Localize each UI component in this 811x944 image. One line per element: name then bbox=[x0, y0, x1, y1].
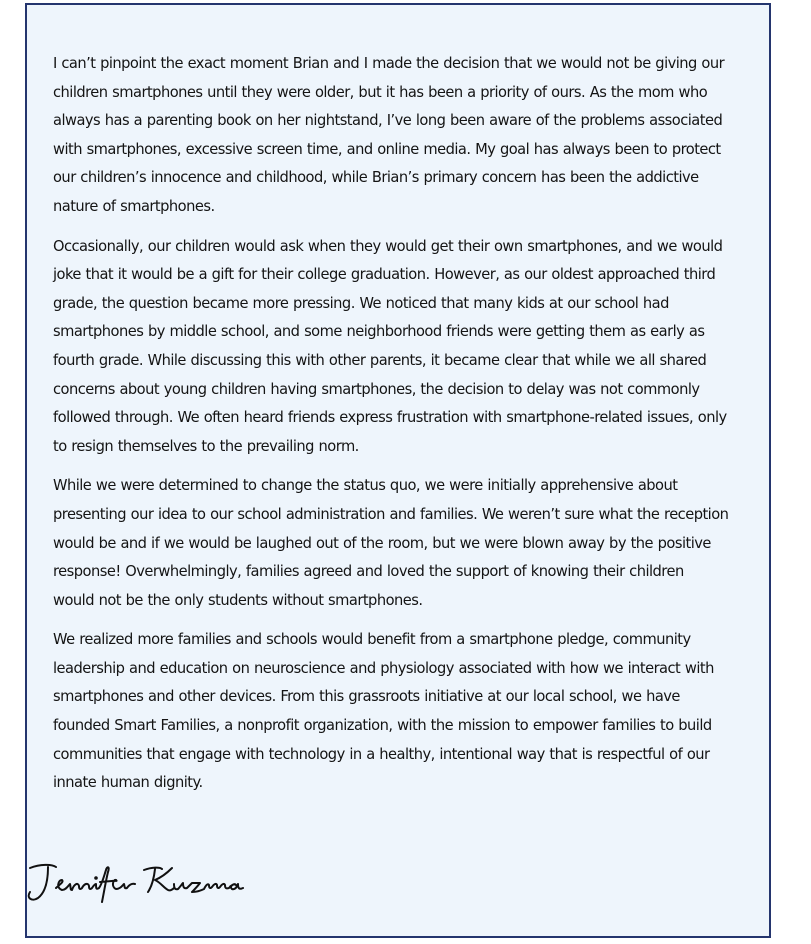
signature-drawing bbox=[22, 858, 252, 908]
paragraph-3: While we were determined to change the status quo, we were initially apprehensive about presenting our idea to our school administration and families. We weren’t sure what the reception would be and if we would be laughed out of the room, but we were blown away by the positive response! Overwhelmingly, families agreed and loved the support of knowing their children would not be the only students without smartphones. bbox=[53, 476, 729, 609]
letter-body bbox=[53, 49, 729, 808]
letter-card bbox=[25, 3, 771, 938]
paragraph-2: Occasionally, our children would ask when they would get their own smartphones, and we would joke that it would be a gift for their college graduation. However, as our oldest approached third grade, the question became more pressing. We noticed that many kids at our school had smartphones by middle school, and some neighborhood friends were getting them as early as fourth grade. While discussing this with other parents, it became clear that while we all shared concerns about young children having smartphones, the decision to delay was not commonly followed through. We often heard friends express frustration with smartphone-related issues, only to resign themselves to the prevailing norm. bbox=[53, 236, 727, 455]
paragraph-4: We realized more families and schools would benefit from a smartphone pledge, community leadership and education on neuroscience and physiology associated with how we interact with smartphones and other devices. From this grassroots initiative at our local school, we have founded Smart Families, a nonprofit organization, with the mission to empower families to build communities that engage with technology in a healthy, intentional way that is respectful of our innate human dignity. bbox=[53, 630, 714, 792]
paragraph-1: I can’t pinpoint the exact moment Brian and I made the decision that we would not be giving our children smartphones until they were older, but it has been a priority of ours. As the mom who always has a parenting book on her nightstand, I’ve long been aware of the problems associated with smartphones, excessive screen time, and online media. My goal has always been to protect our children’s innocence and childhood, while Brian’s primary concern has been the addictive nature of smartphones. bbox=[53, 54, 725, 215]
handwritten-signature bbox=[22, 858, 252, 908]
